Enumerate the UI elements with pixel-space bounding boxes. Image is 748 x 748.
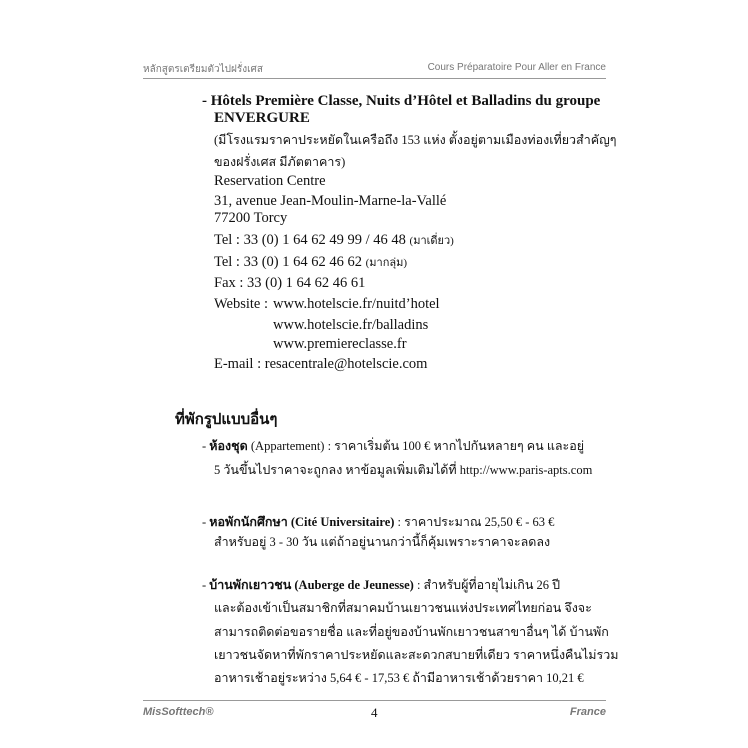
header-rule (143, 78, 606, 79)
header-right-text: Cours Préparatoire Pour Aller en France (427, 62, 606, 73)
item-hostel-title: บ้านพักเยาวชน (Auberge de Jeunesse) (209, 578, 414, 592)
header-left-text: หลักสูตรเตรียมตัวไปฝรั่งเศส (143, 64, 263, 75)
item-hostel-line4: เยาวชนจัดหาที่พักราคาประหยัดและสะดวกสบายที่เดียว ราคาหนึ่งคืนไม่รวม (214, 648, 619, 662)
hotel-address2: 31, avenue Jean-Moulin-Marne-la-Vallé (214, 193, 447, 209)
hotel-website-link-1[interactable]: www.hotelscie.fr/nuitd’hotel (273, 296, 440, 312)
hotel-title-line2: ENVERGURE (214, 110, 310, 126)
hotel-website-label: Website : (214, 296, 268, 312)
hotel-desc-line1: (มีโรงแรมราคาประหยัดในเครือถึง 153 แห่ง ตั้งอยู่ตามเมืองท่องเที่ยวสำคัญๆ (214, 133, 617, 147)
hotel-address1: Reservation Centre (214, 173, 326, 189)
tel2-note: (มากลุ่ม) (365, 257, 408, 269)
page-number: 4 (371, 705, 378, 720)
item-hostel-line5: อาหารเช้าอยู่ระหว่าง 5,64 € - 17,53 € ถ้ามีอาหารเช้าด้วยราคา 10,21 € (214, 671, 584, 685)
hotel-title-line1: - Hôtels Première Classe, Nuits d’Hôtel et Balladins du groupe (202, 93, 601, 109)
footer-rule (143, 700, 606, 701)
item-dorm-line2: สำหรับอยู่ 3 - 30 วัน แต่ถ้าอยู่นานกว่านี้ก็คุ้มเพราะราคาจะลดลง (214, 535, 551, 549)
item-apartment-line1: - ห้องชุด (Appartement) : ราคาเริ่มต้น 100 € หากไปกันหลายๆ คน และอยู่ (202, 439, 585, 453)
hotel-website-link-3[interactable]: www.premiereclasse.fr (273, 336, 407, 352)
hotel-email[interactable]: E-mail : resacentrale@hotelscie.com (214, 356, 428, 372)
item-apartment-line2: 5 วันขึ้นไปราคาจะถูกลง หาข้อมูลเพิ่มเติมได้ที่ http://www.paris-apts.com (214, 463, 593, 477)
tel1-note: (มาเดี่ยว) (409, 235, 454, 247)
item-dorm-title: หอพักนักศึกษา (Cité Universitaire) (209, 515, 395, 529)
section-title: ที่พักรูปแบบอื่นๆ (175, 412, 278, 428)
footer-right-text: France (569, 706, 606, 718)
footer-brand: MisSofttech® (143, 706, 214, 718)
hotel-tel1: Tel : 33 (0) 1 64 62 49 99 / 46 48 (มาเดี่ยว) (214, 232, 454, 248)
hotel-fax: Fax : 33 (0) 1 64 62 46 61 (214, 275, 366, 291)
page-header (143, 62, 606, 76)
hotel-tel2: Tel : 33 (0) 1 64 62 46 62 (มากลุ่ม) (214, 254, 408, 270)
item-dorm-line1: - หอพักนักศึกษา (Cité Universitaire) : ราคาประมาณ 25,50 € - 63 € (202, 515, 555, 529)
item-apartment-title: ห้องชุด (209, 439, 248, 453)
hotel-desc-line2: ของฝรั่งเศส มีภัตตาคาร) (214, 155, 346, 169)
hotel-website-link-2[interactable]: www.hotelscie.fr/balladins (273, 317, 429, 333)
page-footer (143, 706, 606, 722)
hotel-address3: 77200 Torcy (214, 210, 288, 226)
item-hostel-line3: สามารถติดต่อขอรายชื่อ และที่อยู่ของบ้านพักเยาวชนสาขาอื่นๆ ได้ บ้านพัก (214, 625, 609, 639)
item-hostel-line1: - บ้านพักเยาวชน (Auberge de Jeunesse) : สำหรับผู้ที่อายุไม่เกิน 26 ปี (202, 578, 561, 592)
item-hostel-line2: และต้องเข้าเป็นสมาชิกที่สมาคมบ้านเยาวชนแห่งประเทศไทยก่อน จึงจะ (214, 601, 592, 615)
